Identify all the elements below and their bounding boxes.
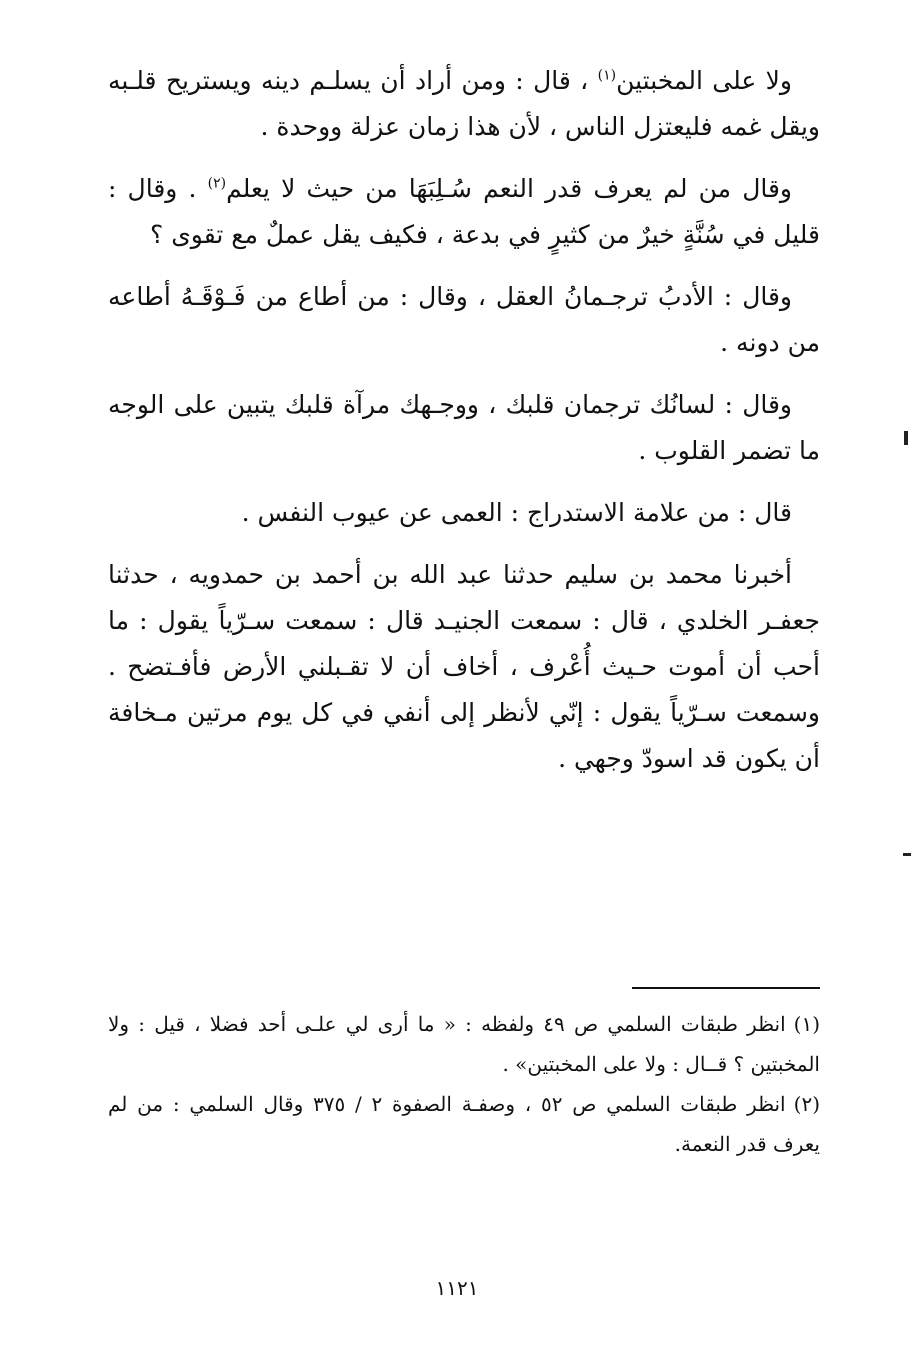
footnote-separator bbox=[632, 987, 820, 989]
paragraph-6: أخبرنا محمد بن سليم حدثنا عبد الله بن أحمد بن حمدويه ، حدثنا جعفـر الخلدي ، قال : سمعت الجنيـد قال : سمعت سـرّياً يقول : ما أحب أن أموت حـيث أُعْرف ، أخاف أن لا تقـبلني الأرض فأفـتضح . وسمعت سـرّياً يقول : إنّي لأنظر إلى أنفي في كل يوم مرتين مـخافة أن يكون قد اسودّ وجهي . bbox=[108, 560, 820, 773]
paragraph-2 bbox=[108, 166, 820, 258]
paragraph-1 bbox=[108, 58, 820, 150]
paragraph-4: وقال : لسانُك ترجمان قلبك ، ووجـهك مرآة قلبك يتبين على الوجه ما تضمر القلوب . bbox=[108, 390, 820, 465]
footnote-1 bbox=[108, 1004, 820, 1084]
paragraph-2-text-b: . وقال : قليل في سُنَّةٍ خيرٌ من كثيرٍ في بدعة ، فكيف يقل عملٌ مع تقوى ؟ bbox=[108, 174, 820, 249]
footnote-1-text: انظر طبقات السلمي ص ٤٩ ولفظه : « ما أرى لي علـى أحد فضلا ، قيل : ولا المخبتين ؟ قــال : ولا على المخبتين» . bbox=[108, 1012, 820, 1076]
paragraph-2-text-a: وقال من لم يعرف قدر النعم سُـلِبَهَا من حيث لا يعلم bbox=[226, 174, 792, 203]
page-number: ١١٢١ bbox=[435, 1276, 479, 1300]
scan-edge-mark bbox=[903, 853, 911, 856]
footnote-ref-2[interactable]: (٢) bbox=[207, 175, 227, 192]
footnotes-block bbox=[108, 1004, 820, 1164]
main-text-block bbox=[108, 58, 820, 798]
paragraph-1-text-b: ، قال : ومن أراد أن يسلـم دينه ويستريح قلـبه ويقل غمه فليعتزل الناس ، لأن هذا زمان عزلة ووحدة . bbox=[108, 66, 820, 141]
paragraph-3: وقال : الأدبُ ترجـمانُ العقل ، وقال : من أطاع من فَـوْقَـهُ أطاعه من دونه . bbox=[108, 282, 820, 357]
footnote-2-number: (٢) bbox=[793, 1092, 820, 1116]
footnote-2 bbox=[108, 1084, 820, 1164]
footnote-2-text: انظر طبقات السلمي ص ٥٢ ، وصفـة الصفوة ٢ / ٣٧٥ وقال السلمي : من لم يعرف قدر النعمة. bbox=[108, 1092, 820, 1156]
scan-edge-mark bbox=[904, 431, 908, 445]
footnote-1-number: (١) bbox=[793, 1012, 820, 1036]
paragraph-1-text-a: ولا على المخبتين bbox=[616, 66, 792, 95]
paragraph-5: قال : من علامة الاستدراج : العمى عن عيوب النفس . bbox=[241, 498, 792, 527]
footnote-ref-1[interactable]: (١) bbox=[597, 67, 617, 84]
